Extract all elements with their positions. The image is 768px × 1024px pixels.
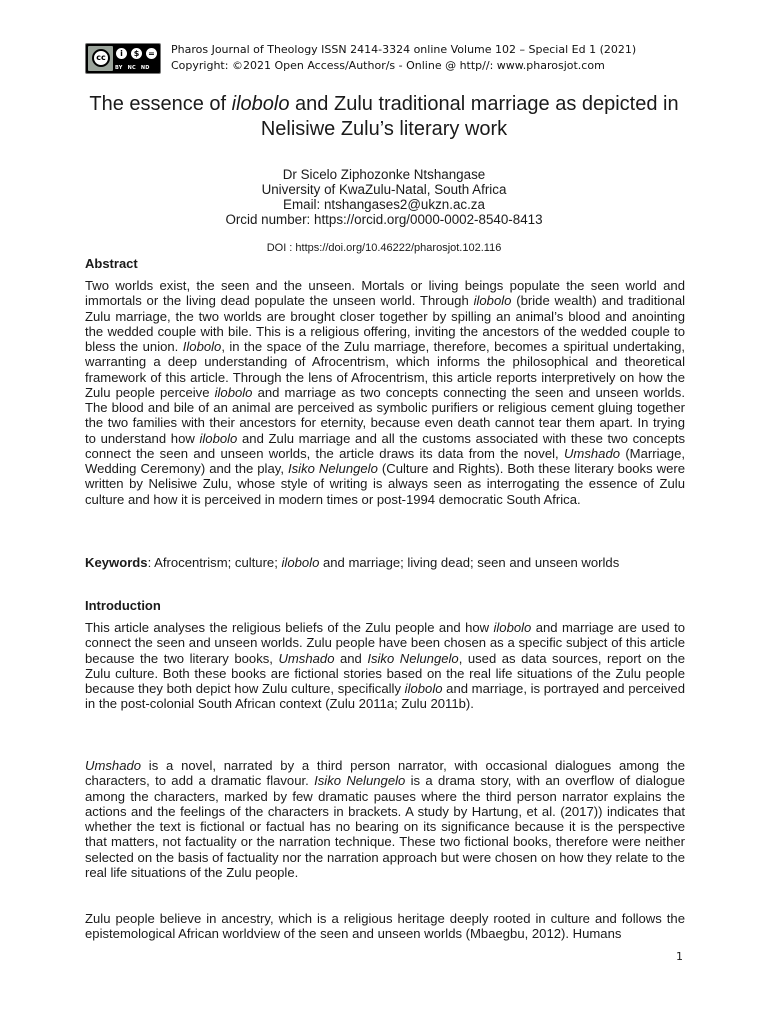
- intro-text: , used as data sources, report on the Zulu culture. Both these books are fictional stories based on the real life situations of the Zulu people because they both depict how Zulu culture, specifically: [85, 650, 685, 696]
- abstract-paragraph: [85, 278, 685, 507]
- page-number: 1: [676, 950, 683, 963]
- abstract-text: (Marriage, Wedding Ceremony) and the play,: [85, 445, 685, 476]
- abstract-italic: Umshado: [563, 445, 621, 461]
- intro-paragraph-2: [85, 758, 685, 880]
- intro-italic: Isiko Nelungelo: [367, 650, 459, 666]
- intro-text: is a drama story, with an overflow of dialogue among the characters, marked by few dramatic pauses where the third person narrator explains the actions and the feelings of the characters in brackets. A study by Hartung, et al. (2017)) indicates that whether the text is fictional or factual has no bearing on its significance because it is the perspective that matters, not factuality or the narration technique. These two fictional books, therefore were neither selected on the basis of factuality nor the narration approach but were chosen on how they relate to the real life situations of the Zulu people.: [85, 773, 685, 880]
- author-email[interactable]: Email: ntshangases2@ukzn.ac.za: [283, 197, 485, 212]
- intro-italic: ilobolo: [404, 681, 443, 696]
- author-orcid[interactable]: Orcid number: https://orcid.org/0000-0002-8540-8413: [225, 212, 543, 227]
- cc-license-badge[interactable]: [85, 43, 161, 74]
- intro-italic: Umshado: [85, 758, 142, 773]
- abstract-text: (Culture and Rights). Both these literary books were written by Nelisiwe Zulu, whose style of writing is always seen as interrogating the essence of Zulu culture and how it is perceived in modern times or post-1994 democratic South Africa.: [85, 461, 686, 507]
- journal-info: [171, 42, 636, 74]
- abstract-italic: Isiko Nelungelo: [287, 461, 378, 476]
- noncommercial-icon: $: [130, 47, 143, 60]
- abstract-italic: ilobolo: [473, 293, 512, 309]
- introduction-heading: Introduction: [85, 598, 161, 613]
- abstract-text: and Zulu marriage and all the customs associated with these two concepts connect the seen and unseen worlds, the article draws its data from the novel,: [85, 430, 686, 461]
- abstract-italic: Ilobolo: [182, 339, 222, 354]
- abstract-text: and marriage as two concepts connecting the seen and unseen worlds. The blood and bile of an animal are perceived as symbolic purifiers or religious cement gluing together the two families with their ancestors for eternity, because even death cannot tear them apart. In trying to understand how: [85, 384, 685, 446]
- author-affiliation: University of KwaZulu-Natal, South Africa: [261, 182, 507, 197]
- intro-text: is a novel, narrated by a third person narrator, with occasional dialogues among the characters, to add a dramatic flavour.: [85, 758, 685, 789]
- keywords-text: : Afrocentrism; culture;: [147, 555, 282, 570]
- attribution-icon: i: [115, 47, 128, 60]
- abstract-text: Two worlds exist, the seen and the unseen. Mortals or living beings populate the seen world and immortals or the living dead populate the unseen world. Through: [85, 278, 685, 309]
- cc-icon-group: [115, 47, 160, 60]
- cc-badge-left-panel: [88, 46, 113, 71]
- intro-paragraph-1: [85, 620, 685, 712]
- page-header: [85, 42, 636, 74]
- title-italic: ilobolo: [231, 93, 290, 115]
- cc-label-by: BY: [115, 65, 123, 71]
- keywords-label: Keywords: [85, 555, 148, 570]
- author-name: Dr Sicelo Ziphozonke Ntshangase: [282, 167, 486, 182]
- cc-labels: [115, 65, 150, 71]
- intro-paragraph-3: Zulu people believe in ancestry, which is a religious heritage deeply rooted in culture and follows the epistemological African worldview of the seen and unseen worlds (Mbaegbu, 2012). Humans: [85, 911, 685, 942]
- cc-label-nc: NC: [127, 65, 136, 71]
- author-block: [0, 167, 768, 227]
- creative-commons-icon: cc: [92, 49, 110, 67]
- paper-title: [60, 92, 708, 142]
- abstract-text: (bride wealth) and traditional Zulu marriage, the two worlds are brought closer together by spilling an animal’s blood and anointing the wedded couple with bile. This is a religious offering, inviting the ancestors of the wedded couple to bless the union.: [85, 293, 686, 354]
- copyright-line: Copyright: ©2021 Open Access/Author/s - Online @ http//: www.pharosjot.com: [171, 59, 605, 72]
- keywords-text: and marriage; living dead; seen and unseen worlds: [319, 555, 620, 570]
- intro-italic: Umshado: [278, 650, 335, 666]
- keywords-italic: ilobolo: [281, 555, 320, 570]
- title-part2: and Zulu traditional marriage as depicted in Nelisiwe Zulu’s literary work: [260, 93, 679, 140]
- abstract-italic: ilobolo: [214, 384, 253, 400]
- title-part1: The essence of: [89, 93, 232, 115]
- intro-text: This article analyses the religious beliefs of the Zulu people and how: [85, 620, 494, 635]
- keywords-line: [85, 555, 705, 570]
- intro-italic: Isiko Nelungelo: [314, 773, 406, 789]
- abstract-text: , in the space of the Zulu marriage, therefore, becomes a spiritual undertaking, warranting a deep understanding of Afrocentrism, which informs the philosophical and theoretical framework of this article. Through the lens of Afrocentrism, this article reports interpretively on how the Zulu people perceive: [85, 339, 685, 400]
- intro-text: and marriage are used to connect the seen and unseen worlds. Zulu people have been chosen as a specific subject of this article because the two literary books,: [85, 620, 685, 666]
- doi-line[interactable]: DOI : https://doi.org/10.46222/pharosjot.102.116: [266, 242, 502, 254]
- intro-text: and marriage, is portrayed and perceived in the post-colonial South African context (Zulu 2011a; Zulu 2011b).: [85, 681, 685, 712]
- noderivatives-icon: =: [145, 47, 158, 60]
- journal-line: Pharos Journal of Theology ISSN 2414-3324 online Volume 102 – Special Ed 1 (2021): [171, 43, 637, 56]
- abstract-heading: Abstract: [85, 256, 138, 271]
- intro-text: and: [334, 650, 368, 666]
- cc-label-nd: ND: [140, 65, 150, 71]
- intro-italic: ilobolo: [493, 620, 532, 635]
- abstract-italic: ilobolo: [199, 430, 238, 446]
